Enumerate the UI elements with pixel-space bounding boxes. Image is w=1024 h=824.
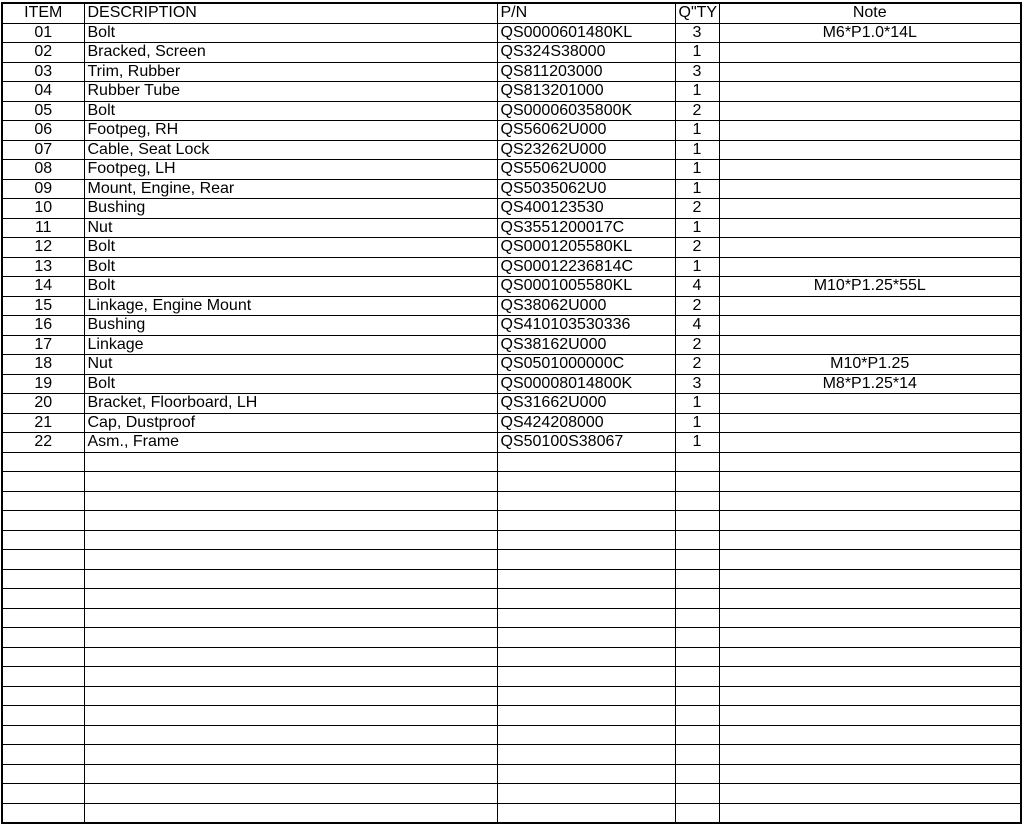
cell-quantity: 1 — [675, 121, 719, 141]
table-row — [2, 472, 1021, 492]
cell-part-number — [497, 667, 675, 687]
table-row — [2, 608, 1021, 628]
cell-part-number — [497, 608, 675, 628]
table-row — [2, 179, 1021, 199]
cell-description: Mount, Engine, Rear — [84, 179, 497, 199]
table-row — [2, 725, 1021, 745]
table-row — [2, 374, 1021, 394]
cell-item: 08 — [2, 160, 84, 180]
cell-note — [719, 218, 1021, 238]
cell-part-number: QS0001205580KL — [497, 238, 675, 258]
cell-part-number — [497, 764, 675, 784]
cell-item: 14 — [2, 277, 84, 297]
cell-note — [719, 257, 1021, 277]
table-row — [2, 101, 1021, 121]
cell-description — [84, 803, 497, 823]
cell-item: 16 — [2, 316, 84, 336]
cell-item — [2, 784, 84, 804]
table-row — [2, 160, 1021, 180]
table-row — [2, 491, 1021, 511]
table-row — [2, 277, 1021, 297]
cell-part-number: QS56062U000 — [497, 121, 675, 141]
cell-description — [84, 745, 497, 765]
cell-description — [84, 491, 497, 511]
cell-note — [719, 491, 1021, 511]
cell-note — [719, 803, 1021, 823]
cell-note — [719, 667, 1021, 687]
cell-quantity — [675, 745, 719, 765]
cell-quantity: 1 — [675, 160, 719, 180]
table-row — [2, 218, 1021, 238]
cell-note: M8*P1.25*14 — [719, 374, 1021, 394]
cell-note: M10*P1.25 — [719, 355, 1021, 375]
cell-part-number: QS38162U000 — [497, 335, 675, 355]
cell-note — [719, 433, 1021, 453]
cell-description: Cable, Seat Lock — [84, 140, 497, 160]
cell-quantity — [675, 589, 719, 609]
cell-note — [719, 316, 1021, 336]
cell-note — [719, 43, 1021, 63]
cell-note — [719, 550, 1021, 570]
cell-description: Bolt — [84, 277, 497, 297]
parts-list-table — [1, 2, 1022, 824]
cell-note — [719, 745, 1021, 765]
cell-description — [84, 686, 497, 706]
cell-quantity — [675, 667, 719, 687]
cell-quantity: 2 — [675, 238, 719, 258]
cell-item — [2, 608, 84, 628]
cell-quantity — [675, 569, 719, 589]
cell-item: 18 — [2, 355, 84, 375]
cell-quantity: 2 — [675, 355, 719, 375]
cell-item: 02 — [2, 43, 84, 63]
cell-note: M10*P1.25*55L — [719, 277, 1021, 297]
cell-item: 13 — [2, 257, 84, 277]
cell-description: Bracked, Screen — [84, 43, 497, 63]
cell-part-number — [497, 452, 675, 472]
cell-note — [719, 647, 1021, 667]
header-row — [2, 3, 1021, 23]
table-row — [2, 686, 1021, 706]
cell-part-number — [497, 784, 675, 804]
cell-description: Trim, Rubber — [84, 62, 497, 82]
cell-quantity: 2 — [675, 335, 719, 355]
cell-description — [84, 784, 497, 804]
cell-description — [84, 550, 497, 570]
cell-description — [84, 472, 497, 492]
cell-part-number: QS55062U000 — [497, 160, 675, 180]
cell-description: Linkage — [84, 335, 497, 355]
cell-item: 11 — [2, 218, 84, 238]
table-row — [2, 121, 1021, 141]
cell-description — [84, 725, 497, 745]
cell-note — [719, 472, 1021, 492]
cell-quantity — [675, 530, 719, 550]
cell-note: M6*P1.0*14L — [719, 23, 1021, 43]
cell-item: 22 — [2, 433, 84, 453]
cell-part-number — [497, 647, 675, 667]
cell-part-number — [497, 686, 675, 706]
cell-description — [84, 706, 497, 726]
cell-part-number: QS0000601480KL — [497, 23, 675, 43]
cell-part-number — [497, 550, 675, 570]
cell-quantity: 1 — [675, 179, 719, 199]
cell-quantity — [675, 550, 719, 570]
cell-note — [719, 589, 1021, 609]
cell-description — [84, 530, 497, 550]
cell-part-number — [497, 511, 675, 531]
table-row — [2, 589, 1021, 609]
cell-part-number — [497, 569, 675, 589]
cell-item — [2, 628, 84, 648]
cell-description — [84, 628, 497, 648]
table-row — [2, 784, 1021, 804]
cell-quantity: 4 — [675, 277, 719, 297]
cell-part-number — [497, 706, 675, 726]
cell-quantity: 2 — [675, 199, 719, 219]
cell-part-number — [497, 803, 675, 823]
cell-part-number: QS0001005580KL — [497, 277, 675, 297]
cell-item — [2, 491, 84, 511]
cell-part-number: QS811203000 — [497, 62, 675, 82]
cell-item — [2, 647, 84, 667]
cell-part-number: QS23262U000 — [497, 140, 675, 160]
cell-description — [84, 647, 497, 667]
cell-quantity: 3 — [675, 23, 719, 43]
cell-note — [719, 62, 1021, 82]
table-row — [2, 140, 1021, 160]
cell-description: Bolt — [84, 23, 497, 43]
cell-part-number — [497, 589, 675, 609]
cell-item — [2, 569, 84, 589]
cell-item: 12 — [2, 238, 84, 258]
cell-description: Bolt — [84, 101, 497, 121]
table-header — [2, 3, 1021, 23]
cell-item: 15 — [2, 296, 84, 316]
cell-item: 21 — [2, 413, 84, 433]
cell-description: Bolt — [84, 257, 497, 277]
header-quantity: Q"TY — [675, 3, 719, 23]
table-row — [2, 62, 1021, 82]
cell-description: Bolt — [84, 374, 497, 394]
cell-part-number: QS410103530336 — [497, 316, 675, 336]
table-row — [2, 706, 1021, 726]
cell-part-number — [497, 628, 675, 648]
cell-item — [2, 589, 84, 609]
cell-note — [719, 706, 1021, 726]
cell-description: Footpeg, LH — [84, 160, 497, 180]
table-body — [2, 23, 1021, 823]
cell-quantity — [675, 452, 719, 472]
cell-note — [719, 179, 1021, 199]
cell-description: Cap, Dustproof — [84, 413, 497, 433]
cell-quantity — [675, 608, 719, 628]
table-row — [2, 296, 1021, 316]
table-row — [2, 745, 1021, 765]
header-description: DESCRIPTION — [84, 3, 497, 23]
cell-note — [719, 686, 1021, 706]
cell-note — [719, 140, 1021, 160]
cell-item: 03 — [2, 62, 84, 82]
cell-description — [84, 764, 497, 784]
cell-description — [84, 589, 497, 609]
cell-note — [719, 511, 1021, 531]
cell-note — [719, 628, 1021, 648]
cell-quantity: 1 — [675, 433, 719, 453]
cell-quantity: 3 — [675, 374, 719, 394]
cell-quantity — [675, 472, 719, 492]
cell-quantity: 1 — [675, 394, 719, 414]
cell-description: Bushing — [84, 199, 497, 219]
cell-item — [2, 472, 84, 492]
cell-item — [2, 725, 84, 745]
cell-item: 04 — [2, 82, 84, 102]
cell-description — [84, 608, 497, 628]
table-row — [2, 530, 1021, 550]
table-row — [2, 764, 1021, 784]
table-row — [2, 628, 1021, 648]
cell-quantity: 1 — [675, 257, 719, 277]
cell-item — [2, 511, 84, 531]
table-row — [2, 569, 1021, 589]
cell-item — [2, 764, 84, 784]
cell-part-number: QS813201000 — [497, 82, 675, 102]
cell-note — [719, 413, 1021, 433]
cell-description: Linkage, Engine Mount — [84, 296, 497, 316]
cell-description — [84, 667, 497, 687]
cell-quantity: 2 — [675, 101, 719, 121]
cell-description: Bolt — [84, 238, 497, 258]
table-row — [2, 647, 1021, 667]
cell-description: Nut — [84, 218, 497, 238]
cell-note — [719, 394, 1021, 414]
cell-quantity — [675, 511, 719, 531]
cell-quantity — [675, 706, 719, 726]
header-item: ITEM — [2, 3, 84, 23]
cell-quantity — [675, 784, 719, 804]
table-row — [2, 82, 1021, 102]
cell-item: 06 — [2, 121, 84, 141]
table-row — [2, 335, 1021, 355]
cell-part-number — [497, 472, 675, 492]
table-row — [2, 394, 1021, 414]
cell-quantity: 4 — [675, 316, 719, 336]
cell-item — [2, 452, 84, 472]
cell-item: 17 — [2, 335, 84, 355]
header-note: Note — [719, 3, 1021, 23]
cell-note — [719, 160, 1021, 180]
cell-note — [719, 608, 1021, 628]
cell-item — [2, 706, 84, 726]
cell-note — [719, 238, 1021, 258]
cell-description — [84, 569, 497, 589]
cell-quantity — [675, 628, 719, 648]
table-row — [2, 23, 1021, 43]
cell-part-number: QS400123530 — [497, 199, 675, 219]
cell-item — [2, 667, 84, 687]
cell-note — [719, 764, 1021, 784]
cell-quantity — [675, 491, 719, 511]
cell-description: Bracket, Floorboard, LH — [84, 394, 497, 414]
cell-description: Footpeg, RH — [84, 121, 497, 141]
table-row — [2, 43, 1021, 63]
cell-part-number: QS324S38000 — [497, 43, 675, 63]
table-row — [2, 433, 1021, 453]
cell-part-number: QS00006035800K — [497, 101, 675, 121]
cell-quantity: 1 — [675, 413, 719, 433]
cell-part-number: QS0501000000C — [497, 355, 675, 375]
cell-item: 10 — [2, 199, 84, 219]
cell-item: 20 — [2, 394, 84, 414]
cell-note — [719, 725, 1021, 745]
table-row — [2, 316, 1021, 336]
cell-quantity: 2 — [675, 296, 719, 316]
cell-item: 01 — [2, 23, 84, 43]
cell-note — [719, 452, 1021, 472]
table-row — [2, 550, 1021, 570]
cell-description: Rubber Tube — [84, 82, 497, 102]
cell-description: Asm., Frame — [84, 433, 497, 453]
table-row — [2, 511, 1021, 531]
table-row — [2, 355, 1021, 375]
cell-item — [2, 530, 84, 550]
table-row — [2, 803, 1021, 823]
cell-part-number — [497, 530, 675, 550]
cell-note — [719, 199, 1021, 219]
cell-item: 07 — [2, 140, 84, 160]
table-row — [2, 452, 1021, 472]
table-row — [2, 238, 1021, 258]
cell-quantity: 1 — [675, 218, 719, 238]
cell-note — [719, 530, 1021, 550]
cell-description: Bushing — [84, 316, 497, 336]
table-row — [2, 199, 1021, 219]
cell-part-number — [497, 745, 675, 765]
cell-quantity: 1 — [675, 82, 719, 102]
cell-quantity — [675, 647, 719, 667]
cell-item: 05 — [2, 101, 84, 121]
cell-note — [719, 101, 1021, 121]
cell-quantity: 3 — [675, 62, 719, 82]
cell-note — [719, 121, 1021, 141]
cell-quantity: 1 — [675, 140, 719, 160]
cell-part-number: QS38062U000 — [497, 296, 675, 316]
cell-item: 19 — [2, 374, 84, 394]
cell-description: Nut — [84, 355, 497, 375]
cell-part-number — [497, 725, 675, 745]
cell-quantity — [675, 725, 719, 745]
cell-quantity — [675, 803, 719, 823]
cell-quantity — [675, 686, 719, 706]
cell-part-number: QS3551200017C — [497, 218, 675, 238]
cell-part-number: QS5035062U0 — [497, 179, 675, 199]
cell-item — [2, 550, 84, 570]
cell-note — [719, 784, 1021, 804]
cell-note — [719, 296, 1021, 316]
cell-item: 09 — [2, 179, 84, 199]
cell-item — [2, 803, 84, 823]
table-row — [2, 413, 1021, 433]
cell-note — [719, 335, 1021, 355]
cell-note — [719, 82, 1021, 102]
cell-part-number: QS424208000 — [497, 413, 675, 433]
cell-description — [84, 452, 497, 472]
cell-part-number — [497, 491, 675, 511]
cell-part-number: QS50100S38067 — [497, 433, 675, 453]
cell-description — [84, 511, 497, 531]
cell-part-number: QS31662U000 — [497, 394, 675, 414]
cell-part-number: QS00008014800K — [497, 374, 675, 394]
header-part-number: P/N — [497, 3, 675, 23]
cell-part-number: QS00012236814C — [497, 257, 675, 277]
cell-item — [2, 686, 84, 706]
cell-quantity: 1 — [675, 43, 719, 63]
cell-quantity — [675, 764, 719, 784]
cell-note — [719, 569, 1021, 589]
table-row — [2, 257, 1021, 277]
table-row — [2, 667, 1021, 687]
cell-item — [2, 745, 84, 765]
